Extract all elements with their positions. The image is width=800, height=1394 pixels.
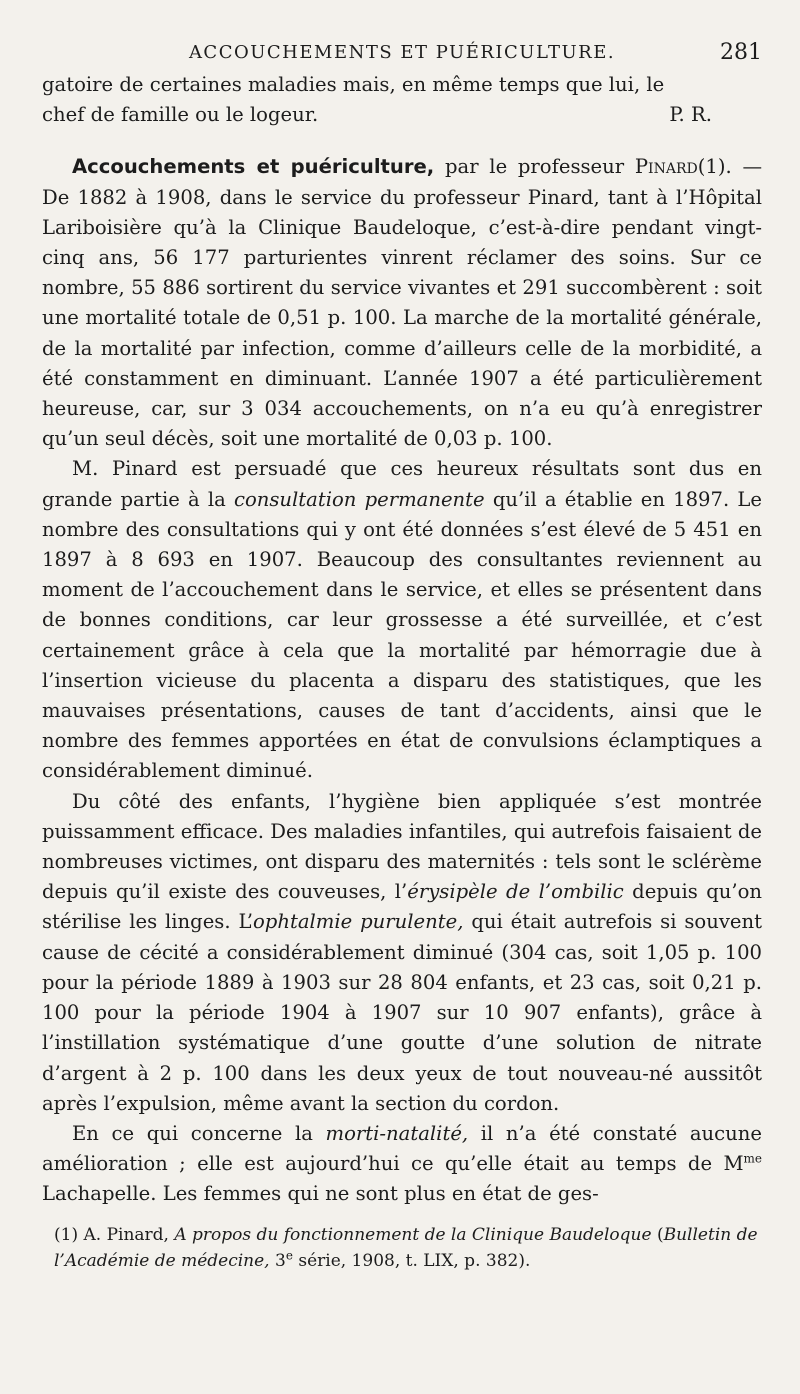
italic-phrase: Bulletin de l’Académie de médecine,: [54, 1224, 758, 1271]
running-title: ACCOUCHEMENTS ET PUÉRICULTURE.: [188, 42, 616, 63]
article-paragraph-4: [42, 1119, 762, 1210]
article-heading: Accouchements et puériculture,: [72, 155, 435, 179]
italic-phrase: A propos du fonctionnement de la Clinique Baudeloque: [174, 1224, 652, 1245]
text-run: série, 1908, t. LIX, p. 382).: [292, 1250, 531, 1271]
text-run: En ce qui concerne la: [72, 1121, 326, 1145]
italic-phrase: morti-natalité,: [325, 1121, 469, 1145]
paragraph-content: [42, 1122, 762, 1205]
previous-article-line-1: gatoire de certaines maladies mais, en même temps que lui, le: [42, 73, 665, 96]
paragraph-content: [42, 790, 762, 1115]
article-paragraph-3: [42, 787, 762, 1119]
italic-phrase: ophtalmie purulente,: [253, 910, 464, 934]
italic-phrase: érysipèle de l’ombilic: [407, 880, 624, 904]
article-byline-prefix: par le professeur: [445, 155, 625, 179]
text-run: (: [651, 1224, 664, 1245]
previous-article-continuation: [42, 70, 762, 100]
text-run: il n’a été constaté aucune amélioration ; elle est aujourd’hui ce qu’elle était au temps de M: [42, 1121, 762, 1176]
article-author: Pinard: [634, 155, 698, 179]
superscript: e: [285, 1247, 293, 1262]
running-header: [42, 36, 762, 70]
text-run: Lachapelle. Les femmes qui ne sont plus en état de ges-: [42, 1182, 599, 1206]
text-run: — De 1882 à 1908, dans le service du professeur Pinard, tant à l’Hôpital Lariboisière qu’à la Clinique Baudeloque, c’est-à-dire pendant vingt-cinq ans, 56 177 parturientes vinrent réclamer des soins. Sur ce nombre, 55 886 sortirent du service vivantes et 291 succombèrent : soit une mortalité totale de 0,51 p. 100. La marche de la mortalité générale, de la mortalité par infection, comme d’ailleurs celle de la morbidité, a été constamment en diminuant. L’année 1907 a été particulièrement heureuse, car, sur 3 034 accouchements, on n’a eu qu’à enregistrer qu’un seul décès, soit une mortalité de 0,03 p. 100.: [42, 155, 763, 451]
article-paragraph-1: [42, 152, 762, 454]
text-run: qui était autrefois si souvent cause de cécité a considérablement diminué (304 cas, soit 1,05 p. 100 pour la période 1889 à 1903 sur 28 804 enfants, et 23 cas, soit 0,21 p. 100 pour la période 1904 à 1907 sur 10 907 enfants), grâce à l’instillation systématique d’une goutte d’une solution de nitrate d’argent à 2 p. 100 dans les deux yeux de tout nouveau-né aussitôt après l’expulsion, même avant la section du cordon.: [42, 910, 763, 1115]
article-paragraph-2: [42, 454, 762, 786]
footnote-reference: (1).: [697, 155, 732, 179]
text-run: M. Pinard est persuadé que ces heureux résultats sont dus en grande partie à la: [42, 457, 762, 511]
body-text: [42, 70, 762, 1210]
paragraph-content: [42, 155, 762, 450]
previous-article-line-2: chef de famille ou le logeur.: [42, 103, 319, 127]
text-run: qu’il a établie en 1897. Le nombre des consultations qui y ont été données s’est élevé de 5 451 en 1897 à 8 693 en 1907. Beaucoup des consultantes reviennent au moment de l’accouchement dans le service, et elles se présentent dans de bonnes conditions, car leur grossesse a été surveillée, et c’est certainement grâce à cela que la mortalité par hémorragie due à l’insertion vicieuse du placenta a disparu des statistiques, que les mauvaises présentations, causes de tant d’accidents, ainsi que le nombre des femmes apportées en état de convulsions éclamptiques a considérablement diminué.: [42, 487, 762, 783]
footnotes: [42, 1222, 762, 1274]
author-signature: P. R.: [669, 103, 712, 127]
superscript: me: [743, 1151, 762, 1166]
italic-phrase: consultation permanente: [233, 487, 485, 511]
text-run: (1) A. Pinard,: [54, 1224, 175, 1245]
text-run: depuis qu’on stérilise les linges. L’: [42, 880, 762, 934]
section-gap: [42, 130, 762, 152]
footnote-1: [54, 1222, 762, 1274]
page-number: 281: [720, 40, 762, 65]
paragraph-content: [42, 457, 762, 782]
text-run: Du côté des enfants, l’hygiène bien appliquée s’est montrée puissamment efficace. Des maladies infantiles, qui autrefois faisaient de nombreuses victimes, ont disparu des maternités : tels sont le sclérème depuis qu’il existe des couveuses, l’: [42, 789, 762, 904]
previous-article-last-line: [42, 100, 762, 130]
text-run: 3: [269, 1250, 286, 1271]
